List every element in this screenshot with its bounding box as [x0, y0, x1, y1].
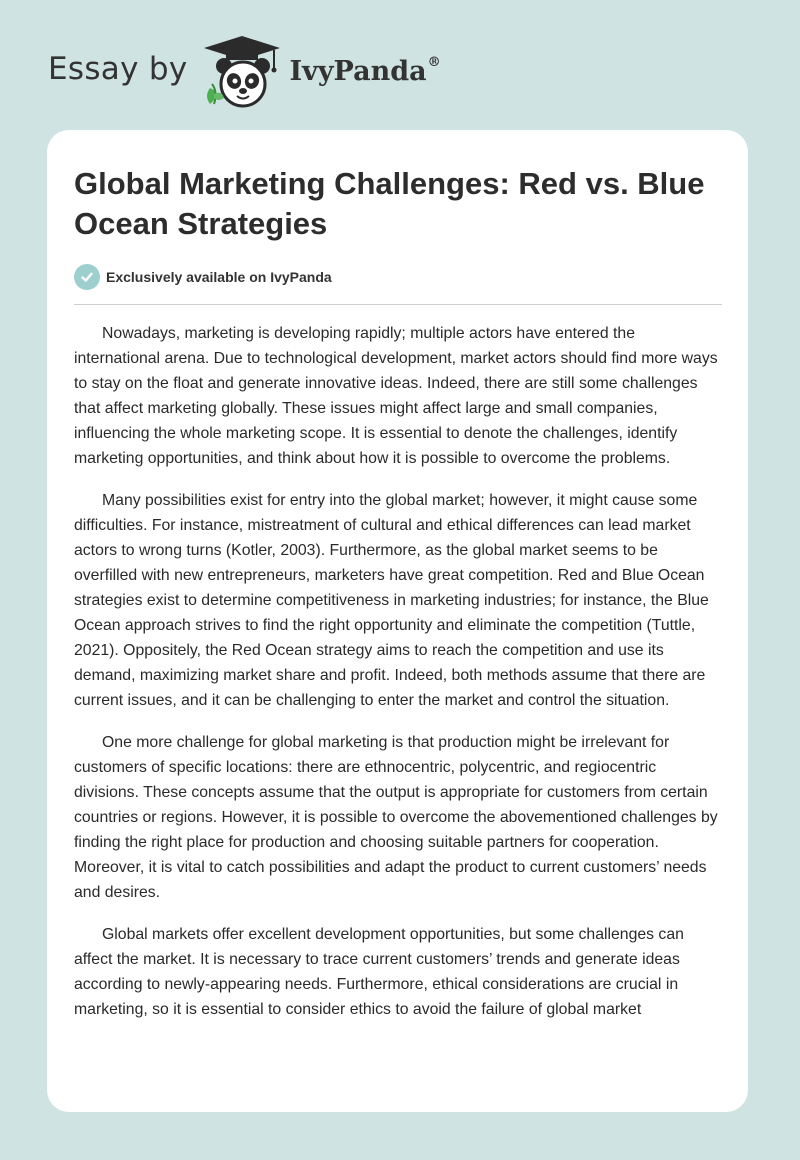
check-circle-icon [74, 264, 100, 290]
essay-title: Global Marketing Challenges: Red vs. Blue Ocean Strategies [74, 166, 705, 241]
essay-paragraph: One more challenge for global marketing is that production might be irrelevant for customers of specific locations: there are ethnocentric, polycentric, and regiocentric divisions. These concepts assume that the output is appropriate for customers from certain countries or regions. However, it is possible to overcome the abovementioned challenges by finding the right place for production and choosing suitable partners for cooperation. Moreover, it is vital to catch possibilities and adapt the product to current customers’ needs and desires. [74, 734, 718, 901]
brand-name[interactable]: IvyPanda® [289, 55, 441, 87]
exclusive-badge [74, 264, 722, 305]
panda-graduate-icon[interactable] [200, 34, 284, 110]
essay-card [47, 130, 748, 1112]
essay-paragraph: Many possibilities exist for entry into the global market; however, it might cause some difficulties. For instance, mistreatment of cultural and ethical differences can lead market actors to wrong turns (Kotler, 2003). Furthermore, as the global market seems to be overfilled with new entrepreneurs, marketers have great competition. Red and Blue Ocean strategies exist to determine competitiveness in marketing industries; for instance, the Blue Ocean approach strives to find the right opportunity and eliminate the competition (Tuttle, 2021). Oppositely, the Red Ocean strategy aims to reach the competition and use its demand, maximizing market share and profit. Indeed, both methods assume that there are current issues, and it can be challenging to enter the market and control the situation. [74, 492, 709, 709]
exclusive-badge-label: Exclusively available on IvyPanda [106, 269, 332, 285]
site-header [48, 32, 441, 112]
essay-by-label: Essay by [48, 51, 188, 87]
essay-body [74, 321, 722, 1022]
registered-mark: ® [427, 55, 441, 70]
essay-paragraph: Nowadays, marketing is developing rapidly; multiple actors have entered the international arena. Due to technological development, market actors should find more ways to stay on the float and generate innovative ideas. Indeed, there are still some challenges that affect marketing globally. These issues might affect large and small companies, influencing the whole marketing scope. It is essential to denote the challenges, identify marketing opportunities, and think about how it is possible to overcome the problems. [74, 325, 718, 467]
essay-paragraph: Global markets offer excellent development opportunities, but some challenges can affect the market. It is necessary to trace current customers’ trends and generate ideas according to newly-appearing needs. Furthermore, ethical considerations are crucial in marketing, so it is essential to consider ethics to avoid the failure of global market [74, 926, 684, 1018]
